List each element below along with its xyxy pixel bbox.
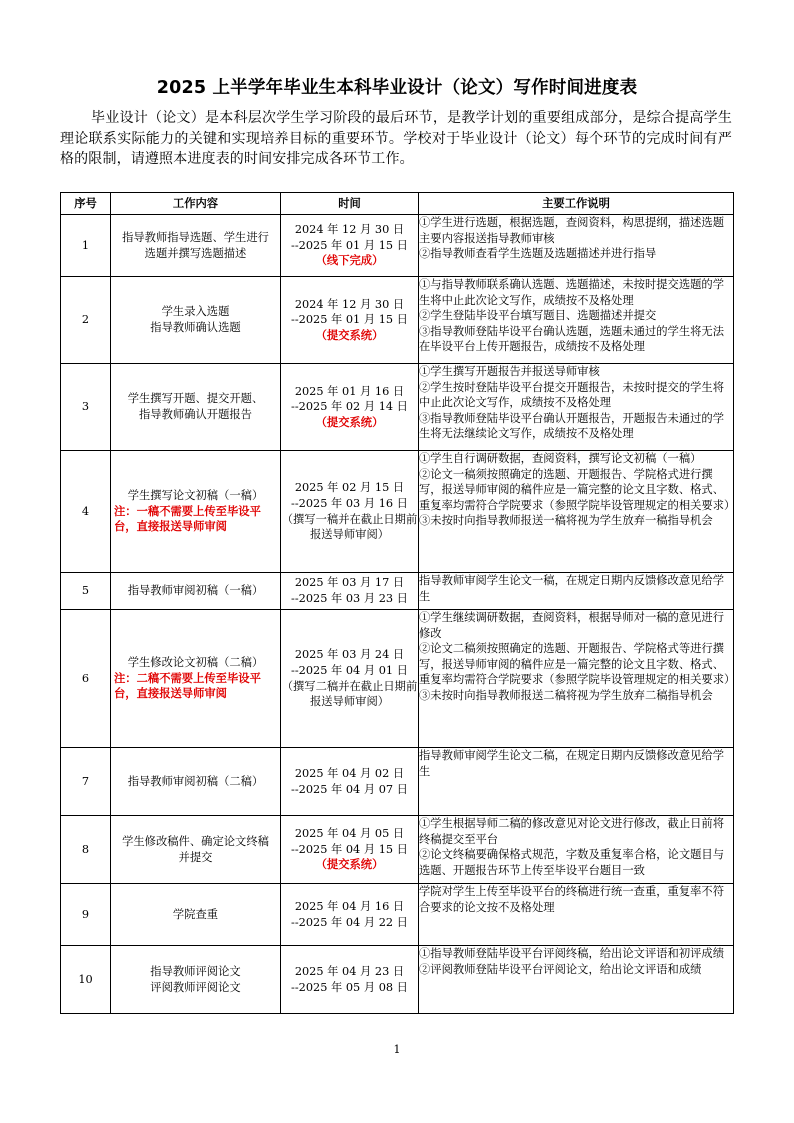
time-cell <box>281 610 419 748</box>
description-cell <box>419 884 734 946</box>
description-cell <box>419 946 734 1014</box>
time-line: --2025 年 04 月 22 日 <box>291 915 408 929</box>
time-line: --2025 年 04 月 15 日 <box>291 842 408 856</box>
work-content-line: 指导教师指导选题、学生进行 <box>122 230 269 244</box>
time-line: 2025 年 02 月 15 日 <box>294 481 405 495</box>
table-row <box>61 451 734 573</box>
header-no: 序号 <box>61 193 111 215</box>
description-cell <box>419 748 734 816</box>
description-line: ③未按时向指导教师报送一稿将视为学生放弃一稿指导机会 <box>419 514 713 528</box>
time-note: （提交系统） <box>315 327 384 342</box>
description-line: ③指导教师登陆毕设平台确认开题报告，开题报告未通过的学生将无法继续论文写作，成绩按不及格处理 <box>419 411 725 441</box>
work-content-line: 学生录入选题 <box>161 305 230 319</box>
description-line: ②论文二稿须按照确定的选题、开题报告、学院格式等进行撰写，报送导师审阅的稿件应是一篇完整的论文且字数、格式、重复率均需符合学院要求（参照学院毕设管理规定的相关要求） <box>419 642 736 687</box>
time-line: 2025 年 03 月 17 日 <box>294 576 405 590</box>
description-line: ②评阅教师登陆毕设平台评阅论文，给出论文评语和成绩 <box>419 962 702 976</box>
time-line: 2025 年 01 月 16 日 <box>294 384 405 398</box>
table-row <box>61 816 734 884</box>
time-line: 2025 年 04 月 05 日 <box>294 827 405 841</box>
description-cell <box>419 215 734 277</box>
work-content-line: 学生撰写开题、提交开题、 <box>127 392 264 406</box>
time-line: 2024 年 12 月 30 日 <box>294 297 405 311</box>
page-number: 1 <box>393 1043 401 1056</box>
work-content-cell <box>111 748 281 816</box>
work-content-line: 选题并撰写选题描述 <box>144 246 247 260</box>
work-content-cell <box>111 451 281 573</box>
work-note: 注：一稿不需要上传至毕设平台，直接报送导师审阅 <box>114 503 261 534</box>
time-note: （提交系统） <box>315 857 384 872</box>
time-cell <box>281 816 419 884</box>
table-header-row <box>61 193 734 215</box>
description-line: ②指导教师查看学生选题及选题描述并进行指导 <box>419 247 657 261</box>
time-line: --2025 年 02 月 14 日 <box>291 400 408 414</box>
table-row <box>61 884 734 946</box>
time-cell <box>281 277 419 364</box>
table-row <box>61 364 734 451</box>
work-content-line: 学生修改稿件、确定论文终稿 <box>122 834 269 848</box>
header-work: 工作内容 <box>111 193 281 215</box>
work-content-cell <box>111 215 281 277</box>
description-line: ①与指导教师联系确认选题、选题描述，未按时提交选题的学生将中止此次论文写作，成绩按不及格处理 <box>419 278 725 307</box>
row-number: 5 <box>61 573 111 610</box>
work-note: 注：二稿不需要上传至毕设平台，直接报送导师审阅 <box>114 670 261 701</box>
row-number: 1 <box>61 215 111 277</box>
time-line: 2025 年 04 月 16 日 <box>294 899 405 913</box>
work-content-line: 学生修改论文初稿（二稿） <box>127 656 264 670</box>
page-title: 2025 上半学年毕业生本科毕业设计（论文）写作时间进度表 <box>156 78 638 98</box>
work-content-cell <box>111 573 281 610</box>
time-line: --2025 年 03 月 16 日 <box>291 496 408 510</box>
time-line: --2025 年 03 月 23 日 <box>291 592 408 605</box>
description-line: ①学生继续调研数据，查阅资料，根据导师对一稿的意见进行修改 <box>419 611 725 640</box>
work-content-line: 指导教师审阅初稿（二稿） <box>127 774 264 788</box>
description-cell <box>419 364 734 451</box>
description-line: 指导教师审阅学生论文一稿，在规定日期内反馈修改意见给学生 <box>419 574 725 603</box>
table-row <box>61 946 734 1014</box>
time-line: 2024 年 12 月 30 日 <box>294 223 405 237</box>
time-cell <box>281 215 419 277</box>
description-line: ①学生撰写开题报告并报送导师审核 <box>419 365 600 378</box>
time-line: （撰写二稿并在截止日期前报送导师审阅） <box>281 679 418 709</box>
work-content-line: 指导教师确认选题 <box>150 321 241 334</box>
time-line: 2025 年 04 月 02 日 <box>294 766 405 780</box>
time-cell <box>281 364 419 451</box>
description-line: 学院对学生上传至毕设平台的终稿进行统一查重，重复率不符合要求的论文按不及格处理 <box>419 885 725 914</box>
time-line: （撰写一稿并在截止日期前报送导师审阅） <box>281 512 418 542</box>
table-row <box>61 748 734 816</box>
row-number: 2 <box>61 277 111 364</box>
description-cell <box>419 277 734 364</box>
time-cell <box>281 451 419 573</box>
time-note: （线下完成） <box>315 253 384 268</box>
time-line: 2025 年 03 月 24 日 <box>294 648 405 662</box>
description-line: ②论文终稿要确保格式规范，字数及重复率合格，论文题目与选题、开题报告环节上传至毕设平台题目一致 <box>419 848 725 877</box>
description-cell <box>419 573 734 610</box>
work-content-line: 学生撰写论文初稿（一稿） <box>127 489 264 503</box>
work-content-cell <box>111 884 281 946</box>
time-line: --2025 年 01 月 15 日 <box>291 313 408 327</box>
description-line: 指导教师审阅学生论文二稿，在规定日期内反馈修改意见给学生 <box>419 749 725 778</box>
time-cell <box>281 946 419 1014</box>
row-number: 3 <box>61 364 111 451</box>
description-line: ②学生按时登陆毕设平台提交开题报告，未按时提交的学生将中止此次论文写作，成绩按不及格处理 <box>419 380 725 410</box>
row-number: 10 <box>61 946 111 1014</box>
table-row <box>61 277 734 364</box>
description-line: ②学生登陆毕设平台填写题目、选题描述并提交 <box>419 309 657 323</box>
description-line: ①学生进行选题，根据选题，查阅资料，构思提纲，描述选题主要内容报送指导教师审核 <box>419 216 725 245</box>
time-line: --2025 年 04 月 01 日 <box>291 663 408 677</box>
work-content-line: 指导教师审阅初稿（一稿） <box>127 584 264 598</box>
row-number: 8 <box>61 816 111 884</box>
intro-paragraph: 毕业设计（论文）是本科层次学生学习阶段的最后环节，是教学计划的重要组成部分，是综合提高学生理论联系实际能力的关键和实现培养目标的重要环节。学校对于毕业设计（论文）每个环节的完成时间有严格的限制，请遵照本进度表的时间安排完成各环节工作。 <box>60 110 732 167</box>
header-desc: 主要工作说明 <box>419 193 734 215</box>
work-content-cell <box>111 816 281 884</box>
work-content-line: 指导教师评阅论文 <box>150 964 241 978</box>
table-row <box>61 573 734 610</box>
work-content-line: 并提交 <box>178 850 213 864</box>
description-line: ①学生自行调研数据，查阅资料，撰写论文初稿（一稿） <box>419 452 702 465</box>
work-content-cell <box>111 277 281 364</box>
work-content-cell <box>111 946 281 1014</box>
time-line: --2025 年 04 月 07 日 <box>291 782 408 796</box>
time-cell <box>281 884 419 946</box>
work-content-cell <box>111 610 281 748</box>
row-number: 9 <box>61 884 111 946</box>
description-cell <box>419 451 734 573</box>
description-cell <box>419 610 734 748</box>
time-line: --2025 年 01 月 15 日 <box>291 238 408 252</box>
work-content-cell <box>111 364 281 451</box>
row-number: 4 <box>61 451 111 573</box>
row-number: 7 <box>61 748 111 816</box>
description-line: ①学生根据导师二稿的修改意见对论文进行修改，截止日前将终稿提交至平台 <box>419 817 725 846</box>
time-cell <box>281 748 419 816</box>
work-content-line: 指导教师确认开题报告 <box>139 408 252 421</box>
description-line: ②论文一稿须按照确定的选题、开题报告、学院格式进行撰写，报送导师审阅的稿件应是一篇完整的论文且字数、格式、重复率均需符合学院要求（参照学院毕设管理规定的相关要求） <box>419 467 736 512</box>
header-time: 时间 <box>281 193 419 215</box>
time-cell <box>281 573 419 610</box>
row-number: 6 <box>61 610 111 748</box>
description-cell <box>419 816 734 884</box>
schedule-table <box>60 192 734 1014</box>
work-content-line: 评阅教师评阅论文 <box>150 980 241 994</box>
description-line: ③未按时向指导教师报送二稿将视为学生放弃二稿指导机会 <box>419 688 713 702</box>
time-line: 2025 年 04 月 23 日 <box>294 964 405 978</box>
description-line: ③指导教师登陆毕设平台确认选题，选题未通过的学生将无法在毕设平台上传开题报告，成绩按不及格处理 <box>419 324 725 354</box>
time-note: （提交系统） <box>315 414 384 429</box>
description-line: ①指导教师登陆毕设平台评阅终稿，给出论文评语和初评成绩 <box>419 947 725 960</box>
table-row <box>61 215 734 277</box>
table-row <box>61 610 734 748</box>
time-line: --2025 年 05 月 08 日 <box>291 980 408 994</box>
work-content-line: 学院查重 <box>172 907 219 921</box>
